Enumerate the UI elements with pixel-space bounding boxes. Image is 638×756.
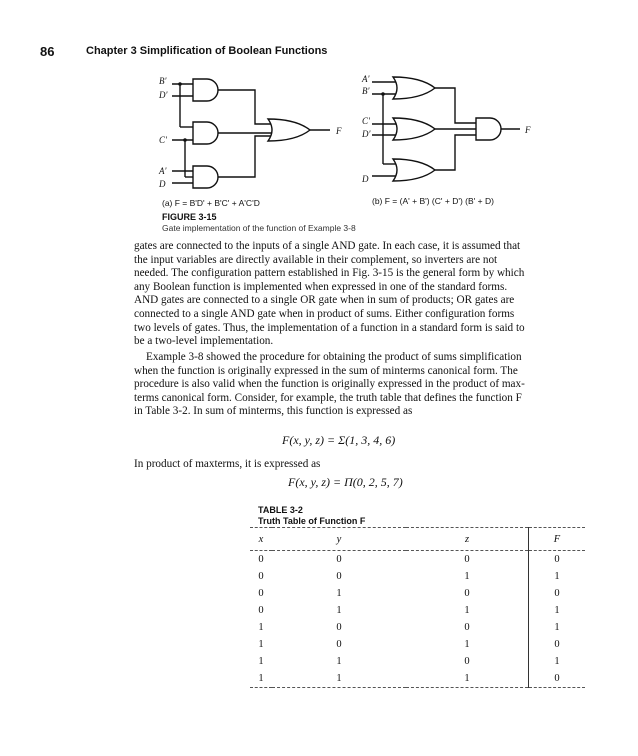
chapter-title: Chapter 3 Simplification of Boolean Functions: [86, 45, 328, 57]
truth-table: [250, 527, 585, 688]
input-label-b3: C': [362, 116, 370, 126]
table-heading: [258, 505, 365, 527]
table-header-row: [250, 528, 585, 551]
equation-maxterms: F(x, y, z) = Π(0, 2, 5, 7): [288, 475, 403, 489]
table-row: 1 1 1 0: [250, 670, 585, 688]
or-gate-b3: [393, 159, 435, 181]
and-gate-a2: [193, 122, 218, 144]
or-gate-b1: [393, 77, 435, 99]
header-y: y: [272, 528, 406, 551]
output-label-b: F: [525, 125, 531, 135]
and-gate-b: [476, 118, 501, 140]
table-label: TABLE 3-2: [258, 505, 303, 515]
gate-diagram: [0, 0, 638, 240]
table-row: 0 1 1 1: [250, 602, 585, 619]
header-x: x: [250, 528, 272, 551]
figure-description: Gate implementation of the function of Example 3-8: [162, 223, 356, 233]
input-label-b1: A': [362, 74, 370, 84]
input-label-a5: D: [159, 179, 166, 189]
caption-b: (b) F = (A' + B') (C' + D') (B' + D): [372, 196, 494, 206]
table-row: 0 0 0 0: [250, 551, 585, 569]
table-row: 1 0 0 1: [250, 619, 585, 636]
and-gate-a1: [193, 79, 218, 101]
input-label-b2: B': [362, 86, 370, 96]
header-z: z: [406, 528, 529, 551]
input-label-b5: D: [362, 174, 369, 184]
table-row: 0 0 1 1: [250, 568, 585, 585]
input-label-a4: A': [159, 166, 167, 176]
or-gate-a: [268, 119, 310, 141]
caption-a: (a) F = B'D' + B'C' + A'C'D: [162, 198, 260, 208]
paragraph-3: In product of maxterms, it is expressed as: [134, 458, 321, 470]
header-f: F: [529, 528, 586, 551]
equation-minterms: F(x, y, z) = Σ(1, 3, 4, 6): [282, 433, 396, 447]
input-label-a2: D': [159, 90, 168, 100]
or-gate-b2: [393, 118, 435, 140]
paragraph-1: gates are connected to the inputs of a single AND gate. In each case, it is assumed that the input variables are directly available in their complement, so inverters are not needed. The configuration pattern established in Fig. 3-15 is the general form by which any Boolean function is implemented when expressed in one of the standard forms. AND gates are connected to a single OR gate when in sum of products; OR gates are connected to a single AND gate when in product of sums. Either configuration forms two levels of gates. Thus, the implementation of a function in a standard form is said to be a two-level implementation.: [134, 240, 525, 348]
table-row: 0 1 0 0: [250, 585, 585, 602]
table-title: Truth Table of Function F: [258, 516, 366, 526]
paragraph-2: Example 3-8 showed the procedure for obtaining the product of sums simplification when the function is originally expressed in the sum of minterms canonical form. The procedure is also valid when the function is originally expressed in the product of max- terms canonical form. Consider, for example, the truth table that defines the function F in Table 3-2. In sum of minterms, this function is expressed as: [134, 351, 525, 418]
input-label-b4: D': [362, 129, 371, 139]
figure-title: FIGURE 3-15: [162, 212, 217, 222]
output-label-a: F: [336, 126, 342, 136]
input-label-a3: C': [159, 135, 167, 145]
page-number: 86: [40, 44, 55, 59]
input-label-a1: B': [159, 76, 167, 86]
table-row: 1 1 0 1: [250, 653, 585, 670]
table-row: 1 0 1 0: [250, 636, 585, 653]
and-gate-a3: [193, 166, 218, 188]
